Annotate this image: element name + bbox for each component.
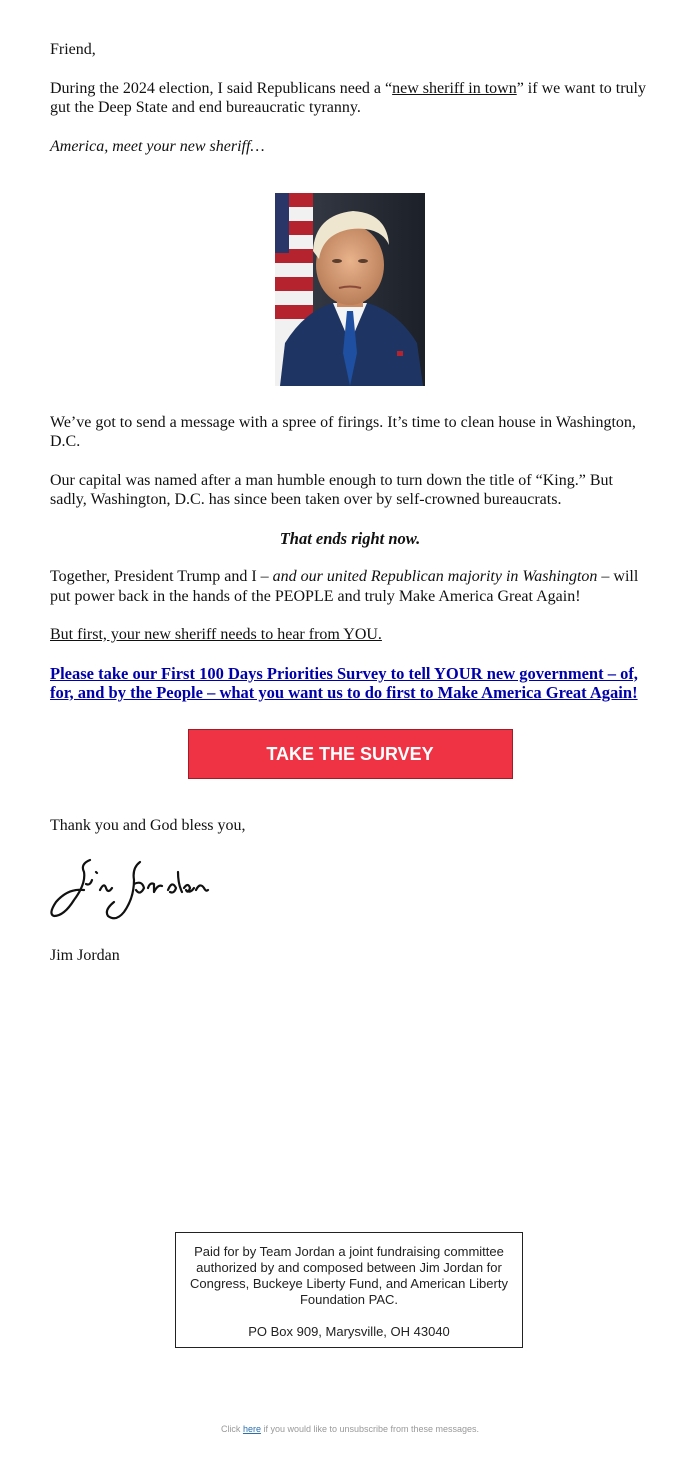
- hear-from-you-line: But first, your new sheriff needs to hear from YOU.: [50, 626, 382, 643]
- unsubscribe-text: if you would like to unsubscribe from these messages.: [260, 1424, 480, 1434]
- unsubscribe-link[interactable]: here: [242, 1424, 261, 1434]
- portrait-photo: [275, 193, 425, 386]
- take-survey-button[interactable]: TAKE THE SURVEY: [188, 729, 513, 779]
- photo-container: [50, 193, 650, 392]
- paid-for-disclaimer: [175, 1232, 523, 1348]
- paragraph-firings: We’ve got to send a message with a spree of firings. It’s time to clean house in Washington, D.C.: [50, 413, 636, 450]
- paragraph-text: ” if we want to truly gut the Deep State and end bureaucratic tyranny.: [50, 79, 646, 116]
- emphasis-line: That ends right now.: [279, 528, 421, 548]
- paragraph-text: – will put power back in the hands of the PEOPLE and truly Make America Great Again!: [50, 568, 639, 605]
- paragraph-italic: and our united Republican majority in Washington: [272, 568, 598, 585]
- survey-link[interactable]: Please take our First 100 Days Priorities Survey to tell YOUR new government – of, for, and by the People – what you want us to do first to Make America Great Again!: [50, 663, 638, 702]
- mailing-address: PO Box 909, Marysville, OH 43040: [248, 1324, 450, 1339]
- greeting: Friend,: [50, 41, 96, 58]
- cta-container: [50, 729, 650, 779]
- paragraph-text: During the 2024 election, I said Republicans need a “: [50, 79, 393, 97]
- closing-line: Thank you and God bless you,: [50, 816, 246, 834]
- letter-content: [50, 40, 650, 985]
- signature-image: [50, 854, 650, 924]
- intro-italic: America, meet your new sheriff…: [50, 137, 265, 155]
- handwritten-signature: [50, 854, 210, 924]
- sheriff-phrase: new sheriff in town: [392, 79, 517, 97]
- paragraph-together: [50, 567, 650, 606]
- unsubscribe-line: [0, 1424, 700, 1434]
- paragraph-election: [50, 79, 650, 118]
- paragraph-text: Together, President Trump and I –: [50, 568, 273, 585]
- intro-line: [50, 137, 650, 157]
- signature-name: Jim Jordan: [50, 947, 120, 964]
- disclaimer-text: Paid for by Team Jordan a joint fundraising committee authorized by and composed between Jim Jordan for Congress, Buckeye Liberty Fund, and American Liberty Foundation PAC.: [190, 1244, 508, 1307]
- paragraph-capital: Our capital was named after a man humble enough to turn down the title of “King.” But sadly, Washington, D.C. has since been taken over by self-crowned bureaucrats.: [50, 471, 613, 508]
- portrait-illustration: [275, 193, 425, 386]
- unsubscribe-text: Click: [220, 1424, 243, 1434]
